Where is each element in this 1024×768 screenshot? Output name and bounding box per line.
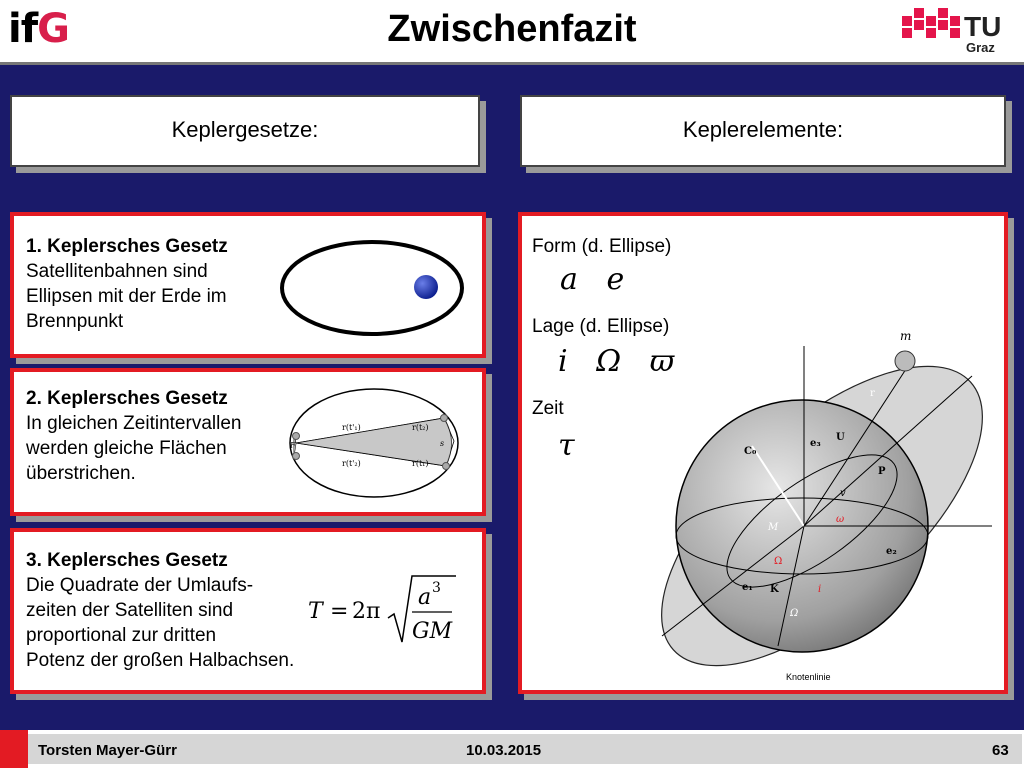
svg-text:Graz: Graz (966, 40, 995, 55)
svg-text:GM: GM (412, 619, 453, 644)
svg-text:e₃: e₃ (810, 438, 821, 449)
law1-ellipse-diagram (276, 236, 472, 342)
svg-text:TU: TU (964, 11, 1002, 42)
footer-accent (0, 730, 28, 768)
svg-text:r(t₂): r(t₂) (412, 423, 429, 432)
header-bar (0, 0, 1024, 65)
law2-box (10, 368, 486, 516)
footer-bar (0, 730, 1024, 768)
form-label: Form (d. Ellipse) (532, 236, 672, 257)
law1-text: 1. Keplersches Gesetz Satellitenbahnen sind Ellipsen mit der Erde im Brennpunkt (26, 236, 228, 332)
svg-text:U: U (836, 432, 845, 443)
tu-graz-logo (900, 6, 1018, 56)
svg-text:e₁: e₁ (742, 582, 753, 593)
svg-text:r: r (870, 388, 875, 399)
slide-title: Zwischenfazit (387, 8, 637, 50)
svg-text:F: F (290, 441, 296, 450)
footer-date: 10.03.2015 (466, 742, 542, 759)
svg-text:a: a (418, 585, 432, 610)
lage-label: Lage (d. Ellipse) (532, 316, 670, 337)
form-symbols: a e (560, 262, 625, 297)
law3-box (10, 528, 486, 694)
svg-text:v: v (840, 488, 846, 499)
svg-text:r(t'₂): r(t'₂) (342, 459, 361, 468)
svg-text:r(t'₁): r(t'₁) (342, 423, 361, 432)
svg-text:=: = (330, 599, 349, 624)
keplerelemente-header: Keplerelemente: (520, 95, 1006, 167)
law2-area-diagram (286, 386, 466, 500)
svg-text:M: M (768, 522, 779, 533)
law2-text: 2. Keplersches Gesetz In gleichen Zeitintervallen werden gleiche Flächen überstrichen. (26, 388, 242, 484)
svg-text:s: s (440, 439, 445, 448)
law1-box (10, 212, 486, 358)
svg-text:2π: 2π (352, 599, 381, 624)
kepler3-formula (306, 570, 466, 650)
svg-text:Ω: Ω (790, 608, 799, 619)
keplerelemente-box (518, 212, 1008, 694)
earth-focus (414, 275, 438, 299)
svg-text:Ω: Ω (774, 556, 783, 567)
lage-symbols: i Ω ϖ (558, 344, 675, 379)
page-number: 63 (992, 742, 1009, 759)
footer-author: Torsten Mayer-Gürr (38, 742, 177, 759)
svg-text:e₂: e₂ (886, 546, 897, 557)
zeit-symbol: τ (558, 428, 575, 463)
svg-text:T: T (308, 599, 323, 624)
zeit-label: Zeit (532, 398, 564, 419)
svg-text:m: m (900, 329, 912, 343)
svg-text:Knotenlinie: Knotenlinie (786, 672, 831, 682)
svg-text:P: P (878, 466, 886, 477)
svg-text:K: K (770, 584, 779, 595)
keplergesetze-header: Keplergesetze: (10, 95, 480, 167)
svg-text:ω: ω (836, 514, 845, 525)
svg-text:r(t₁): r(t₁) (412, 459, 429, 468)
law3-text: 3. Keplersches Gesetz Die Quadrate der Umlaufs- zeiten der Satelliten sind proportional zur dritten Potenz der großen Halbachsen. (26, 550, 295, 671)
svg-text:C₀: C₀ (744, 446, 757, 457)
satellite-mass (895, 351, 915, 371)
ifg-logo: ifG (8, 6, 69, 52)
svg-text:3: 3 (432, 580, 441, 596)
orbital-elements-diagram (652, 316, 998, 684)
svg-text:i: i (818, 584, 822, 595)
